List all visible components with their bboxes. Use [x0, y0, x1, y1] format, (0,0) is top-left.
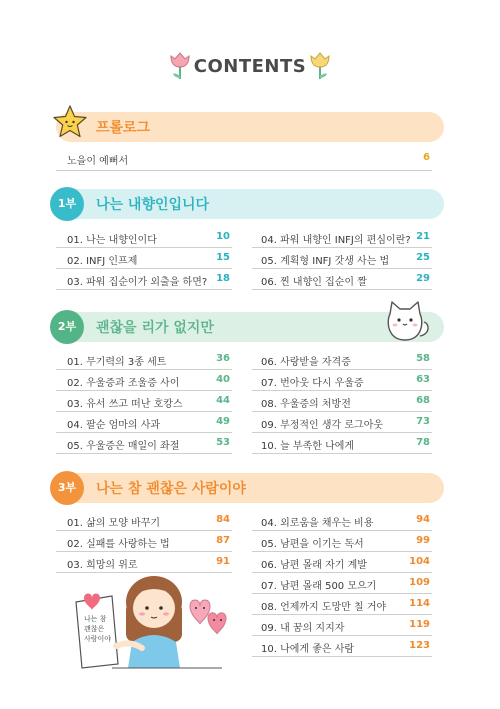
- part1-right-page-2: 25: [416, 252, 430, 263]
- divider: [252, 369, 432, 370]
- part2-left-page-4: 49: [216, 416, 230, 427]
- part3-right-item-5: 08. 언제까지 도망만 칠 거야: [261, 602, 387, 613]
- part2-left-item-1: 01. 무기력의 3종 세트: [67, 357, 167, 368]
- divider: [252, 593, 432, 594]
- part3-right-page-2: 99: [416, 535, 430, 546]
- part3-right-page-1: 94: [416, 514, 430, 525]
- part2-right-page-5: 78: [416, 437, 430, 448]
- prologue-item-page: 6: [423, 152, 430, 163]
- part3-left-page-3: 91: [216, 556, 230, 567]
- part1-left-item-2: 02. INFJ 인프제: [67, 256, 138, 267]
- part2-right-item-4: 09. 부정적인 생각 로그아웃: [261, 420, 384, 431]
- divider: [56, 289, 232, 290]
- divider: [252, 614, 432, 615]
- divider: [252, 656, 432, 657]
- part1-heading: 나는 내향인입니다: [96, 197, 210, 213]
- divider: [252, 551, 432, 552]
- part3-heading: 나는 참 괜찮은 사람이야: [96, 481, 246, 497]
- sign-text-2: 괜찮은: [84, 625, 105, 633]
- divider: [252, 635, 432, 636]
- part3-right-page-4: 109: [409, 577, 430, 588]
- part3-right-item-4: 07. 남편 몰래 500 모으기: [261, 581, 377, 592]
- part3-right-item-6: 09. 내 꿈의 지지자: [261, 623, 345, 634]
- page-title: CONTENTS: [193, 56, 307, 77]
- divider: [56, 453, 232, 454]
- part1-left-item-3: 03. 파워 집순이가 외출을 하면?: [67, 277, 208, 288]
- part2-left-page-2: 40: [216, 374, 230, 385]
- divider: [56, 268, 232, 269]
- part1-right-page-3: 29: [416, 273, 430, 284]
- prologue-heading-band: [56, 112, 444, 142]
- part3-left-item-3: 03. 희망의 위로: [67, 560, 138, 571]
- divider: [252, 411, 432, 412]
- part3-right-item-7: 10. 나에게 좋은 사람: [261, 644, 355, 655]
- part2-left-page-5: 53: [216, 437, 230, 448]
- part2-right-page-2: 63: [416, 374, 430, 385]
- divider: [252, 453, 432, 454]
- divider: [56, 390, 232, 391]
- divider: [56, 369, 232, 370]
- part3-left-item-1: 01. 삶의 모양 바꾸기: [67, 518, 161, 529]
- part1-right-item-1: 04. 파워 내향인 INFJ의 편심이란?: [261, 235, 411, 246]
- part2-left-item-3: 03. 유서 쓰고 떠난 호캉스: [67, 399, 183, 410]
- part3-right-page-5: 114: [409, 598, 430, 609]
- part3-left-page-2: 87: [216, 535, 230, 546]
- part3-heading-band: [56, 473, 444, 503]
- prologue-divider: [56, 170, 432, 171]
- part3-left-item-2: 02. 실패를 사랑하는 법: [67, 539, 170, 550]
- part1-right-item-3: 06. 찐 내향인 집순이 짤: [261, 277, 367, 288]
- part1-left-item-1: 01. 나는 내향인이다: [67, 235, 157, 246]
- part3-right-page-3: 104: [409, 556, 430, 567]
- divider: [252, 432, 432, 433]
- divider: [56, 432, 232, 433]
- part2-right-page-1: 58: [416, 353, 430, 364]
- part2-left-item-4: 04. 팔순 엄마의 사과: [67, 420, 161, 431]
- sign-text-1: 나는 참: [84, 615, 107, 623]
- part2-right-page-3: 68: [416, 395, 430, 406]
- part3-right-page-6: 119: [409, 619, 430, 630]
- part2-right-item-3: 08. 우울증의 처방전: [261, 399, 351, 410]
- divider: [252, 268, 432, 269]
- tulip-right-icon: [308, 50, 332, 80]
- part2-left-page-3: 44: [216, 395, 230, 406]
- part1-right-page-1: 21: [416, 231, 430, 242]
- part2-right-item-2: 07. 번아웃 다시 우울증: [261, 378, 364, 389]
- part2-right-item-5: 10. 늘 부족한 나에게: [261, 441, 355, 452]
- part3-right-item-1: 04. 외로움을 채우는 비용: [261, 518, 374, 529]
- part1-left-page-2: 15: [216, 252, 230, 263]
- part3-left-page-1: 84: [216, 514, 230, 525]
- divider: [56, 247, 232, 248]
- part3-right-item-2: 05. 남편을 이기는 독서: [261, 539, 364, 550]
- part3-badge: 3부: [50, 471, 84, 505]
- divider: [252, 390, 432, 391]
- divider: [252, 530, 432, 531]
- part1-badge: 1부: [50, 187, 84, 221]
- part2-heading: 괜찮을 리가 없지만: [96, 320, 214, 336]
- star-icon: [52, 104, 88, 140]
- part3-right-page-7: 123: [409, 640, 430, 651]
- part1-heading-band: [56, 189, 444, 219]
- divider: [252, 247, 432, 248]
- sign-text-3: 사람이야: [84, 635, 112, 643]
- prologue-item-label: 노을이 예뻐서: [67, 156, 129, 167]
- part1-right-item-2: 05. 계획형 INFJ 갓생 사는 법: [261, 256, 390, 267]
- divider: [252, 572, 432, 573]
- part1-left-page-3: 18: [216, 273, 230, 284]
- part2-right-item-1: 06. 사랑받을 자격증: [261, 357, 351, 368]
- part2-left-page-1: 36: [216, 353, 230, 364]
- part3-right-item-3: 06. 남편 몰래 자기 계발: [261, 560, 367, 571]
- cat-icon: [384, 298, 434, 344]
- part1-left-page-1: 10: [216, 231, 230, 242]
- part2-left-item-5: 05. 우울증은 매일이 좌절: [67, 441, 180, 452]
- part2-right-page-4: 73: [416, 416, 430, 427]
- divider: [252, 289, 432, 290]
- divider: [56, 530, 232, 531]
- divider: [56, 411, 232, 412]
- prologue-heading: 프롤로그: [96, 120, 151, 136]
- part2-left-item-2: 02. 우울증과 조울증 사이: [67, 378, 180, 389]
- divider: [56, 551, 232, 552]
- part2-badge: 2부: [50, 310, 84, 344]
